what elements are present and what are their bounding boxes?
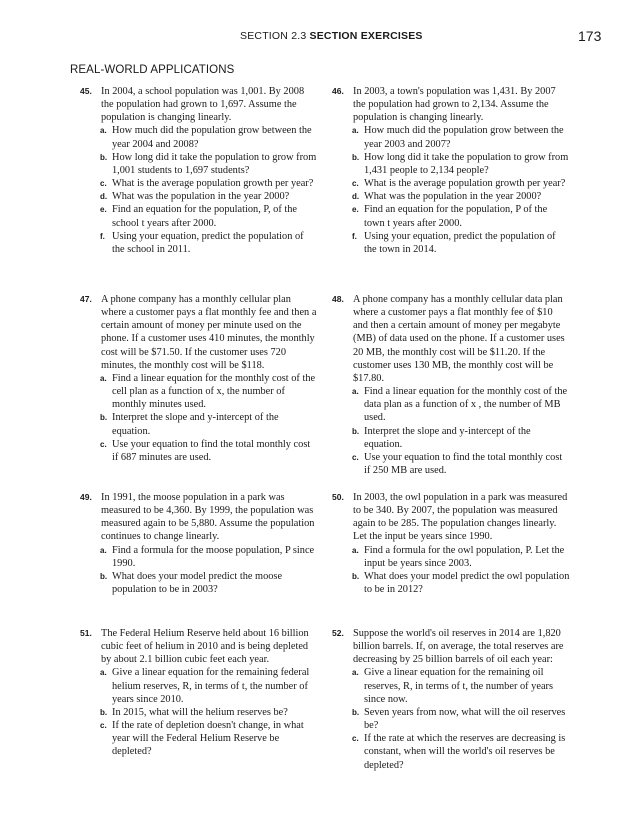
exercise-number: 48. [332, 294, 344, 304]
part-letter: c. [100, 439, 107, 449]
exercise-part [338, 451, 570, 477]
exercise-parts [338, 385, 570, 477]
part-letter: a. [100, 668, 107, 678]
exercise-part [338, 706, 570, 732]
exercise-statement [80, 293, 318, 372]
exercise-parts [86, 666, 318, 758]
exercise [80, 491, 318, 596]
exercise-part [86, 570, 318, 596]
exercise [332, 293, 570, 477]
exercise-text: A phone company has a monthly cellular data plan where a customer pays a flat monthly fee of $10 and then a certain amount of money per megabyte (MB) of data used on the phone. If a customer uses 20 MB, the monthly cost will be $11.20. If the customer uses 130 MB, the monthly cost will be $17.80. [353, 294, 565, 384]
part-letter: f. [352, 231, 357, 241]
part-letter: f. [100, 231, 105, 241]
exercise-statement [80, 85, 318, 124]
exercise [80, 293, 318, 464]
part-letter: a. [352, 545, 359, 555]
exercise-part [86, 666, 318, 705]
part-letter: d. [100, 192, 108, 202]
exercise-part [86, 544, 318, 570]
part-letter: b. [352, 152, 360, 162]
exercise-parts [338, 666, 570, 771]
exercise-part [86, 438, 318, 464]
exercise-statement [332, 85, 570, 124]
part-letter: a. [352, 668, 359, 678]
part-text: What was the population in the year 2000? [112, 191, 290, 203]
exercise-part [86, 372, 318, 411]
part-letter: a. [352, 387, 359, 397]
part-letter: a. [352, 126, 359, 136]
exercise [80, 627, 318, 759]
part-letter: d. [352, 192, 360, 202]
exercise-text: In 2004, a school population was 1,001. By 2008 the population had grown to 1,697. Assume the population is changing linearly. [101, 86, 305, 124]
part-text: Find a linear equation for the monthly cost of the cell plan as a function of x, the number of monthly minutes used. [112, 372, 316, 411]
part-letter: a. [100, 126, 107, 136]
part-text: How much did the population grow between the year 2003 and 2007? [364, 125, 564, 150]
part-letter: b. [352, 426, 360, 436]
part-text: Using your equation, predict the population of the school in 2011. [112, 230, 304, 255]
exercise-part [338, 425, 570, 451]
part-text: Seven years from now, what will the oil reserves be? [364, 706, 566, 732]
part-text: What does your model predict the owl population to be in 2012? [364, 570, 570, 596]
exercise-part [86, 190, 318, 203]
exercise-statement [332, 491, 570, 544]
part-letter: a. [100, 373, 107, 383]
part-text: Find an equation for the population, P, of the school t years after 2000. [112, 204, 298, 229]
exercise-part [338, 666, 570, 705]
page-number: 173 [578, 28, 602, 44]
part-text: What was the population in the year 2000? [364, 191, 542, 203]
exercise-statement [80, 627, 318, 666]
exercise-part [86, 411, 318, 437]
exercise-text: A phone company has a monthly cellular plan where a customer pays a flat monthly fee and then a certain amount of money per minute used on the phone. If a customer uses 410 minutes, the monthly cost will be $71.50. If the customer uses 720 minutes, the monthly cost will be $118. [101, 294, 317, 371]
part-letter: b. [100, 413, 108, 423]
section-heading: REAL-WORLD APPLICATIONS [70, 64, 235, 76]
part-letter: c. [352, 179, 359, 189]
exercise-part [86, 203, 318, 229]
part-text: Find a formula for the owl population, P. Let the input be years since 2003. [364, 544, 565, 569]
part-text: Find a formula for the moose population, P since 1990. [112, 544, 315, 569]
exercise-statement [332, 627, 570, 666]
exercise-part [338, 177, 570, 190]
exercise-text: In 2003, a town's population was 1,431. By 2007 the population had grown to 2,134. Assume the population is changing linearly. [353, 86, 556, 124]
section-title: SECTION EXERCISES [309, 30, 423, 42]
exercise-part [338, 203, 570, 229]
section-number: SECTION 2.3 [240, 30, 307, 42]
part-text: How much did the population grow between the year 2004 and 2008? [112, 125, 312, 150]
exercise-statement [80, 491, 318, 544]
part-text: If the rate of depletion doesn't change, in what year will the Federal Helium Reserve be depleted? [112, 720, 304, 758]
part-text: What is the average population growth per year? [112, 178, 314, 190]
part-letter: c. [352, 452, 359, 462]
part-text: If the rate at which the reserves are decreasing is constant, when will the world's oil reserves be depleted? [364, 733, 566, 771]
part-letter: e. [352, 205, 359, 215]
part-letter: c. [100, 179, 107, 189]
part-letter: b. [352, 707, 360, 717]
exercise-part [338, 385, 570, 424]
part-text: Give a linear equation for the remaining oil reserves, R, in terms of t, the number of years since now. [364, 667, 554, 705]
exercise-text: In 1991, the moose population in a park was measured to be 4,360. By 1999, the population was measured again to be 5,880. Assume the population continues to change linearly. [101, 492, 315, 543]
exercise-number: 51. [80, 628, 92, 638]
part-text: Use your equation to find the total monthly cost if 687 minutes are used. [112, 438, 311, 463]
exercise-text: The Federal Helium Reserve held about 16 billion cubic feet of helium in 2010 and is being depleted by about 2.1 billion cubic feet each year. [101, 628, 309, 666]
exercise-text: Suppose the world's oil reserves in 2014 are 1,820 billion barrels. If, on average, the total reserves are decreasing by 25 billion barrels of oil each year: [353, 628, 564, 666]
exercise-part [86, 124, 318, 150]
exercise [332, 491, 570, 596]
exercise-part [86, 177, 318, 190]
part-letter: b. [100, 707, 108, 717]
page-header [0, 28, 630, 48]
part-letter: a. [100, 545, 107, 555]
part-text: Find an equation for the population, P of the town t years after 2000. [364, 204, 548, 229]
exercise-number: 45. [80, 86, 92, 96]
exercise-part [86, 230, 318, 256]
exercise-text: In 2003, the owl population in a park was measured to be 340. By 2007, the population was measured again to be 285. The population changes linearly. Let the input be years since 1990. [353, 492, 568, 543]
exercise-part [338, 544, 570, 570]
part-text: What does your model predict the moose population to be in 2003? [112, 570, 283, 596]
part-text: Interpret the slope and y-intercept of the equation. [112, 412, 279, 437]
exercise-number: 47. [80, 294, 92, 304]
exercise-parts [338, 544, 570, 597]
exercise-parts [86, 544, 318, 597]
exercise [332, 85, 570, 256]
part-text: Using your equation, predict the population of the town in 2014. [364, 230, 556, 255]
part-letter: c. [352, 734, 359, 744]
part-letter: b. [100, 571, 108, 581]
part-text: What is the average population growth per year? [364, 178, 566, 190]
part-letter: c. [100, 721, 107, 731]
part-text: How long did it take the population to grow from 1,001 students to 1,697 students? [112, 151, 317, 176]
section-label [240, 30, 423, 42]
exercise-part [338, 124, 570, 150]
exercise-number: 52. [332, 628, 344, 638]
exercise-parts [338, 124, 570, 256]
exercise-part [338, 732, 570, 771]
exercise-part [86, 706, 318, 719]
exercise [80, 85, 318, 256]
exercise-part [338, 230, 570, 256]
exercise-number: 46. [332, 86, 344, 96]
exercise-part [338, 190, 570, 203]
part-text: Interpret the slope and y-intercept of the equation. [364, 425, 531, 450]
exercise-parts [86, 372, 318, 464]
exercise-part [338, 151, 570, 177]
exercise-number: 50. [332, 492, 344, 502]
exercise-number: 49. [80, 492, 92, 502]
exercise [332, 627, 570, 772]
part-text: In 2015, what will the helium reserves be? [112, 706, 288, 718]
part-text: Find a linear equation for the monthly cost of the data plan as a function of x , the number of MB used. [364, 386, 568, 424]
part-text: How long did it take the population to grow from 1,431 people to 2,134 people? [364, 151, 569, 176]
part-letter: b. [352, 571, 360, 581]
part-letter: e. [100, 205, 107, 215]
exercise-statement [332, 293, 570, 385]
part-text: Give a linear equation for the remaining federal helium reserves, R, in terms of t, the number of years since 2010. [112, 667, 310, 705]
exercise-part [338, 570, 570, 596]
exercise-part [86, 151, 318, 177]
exercise-part [86, 719, 318, 758]
exercise-parts [86, 124, 318, 256]
part-letter: b. [100, 152, 108, 162]
part-text: Use your equation to find the total monthly cost if 250 MB are used. [364, 451, 563, 477]
